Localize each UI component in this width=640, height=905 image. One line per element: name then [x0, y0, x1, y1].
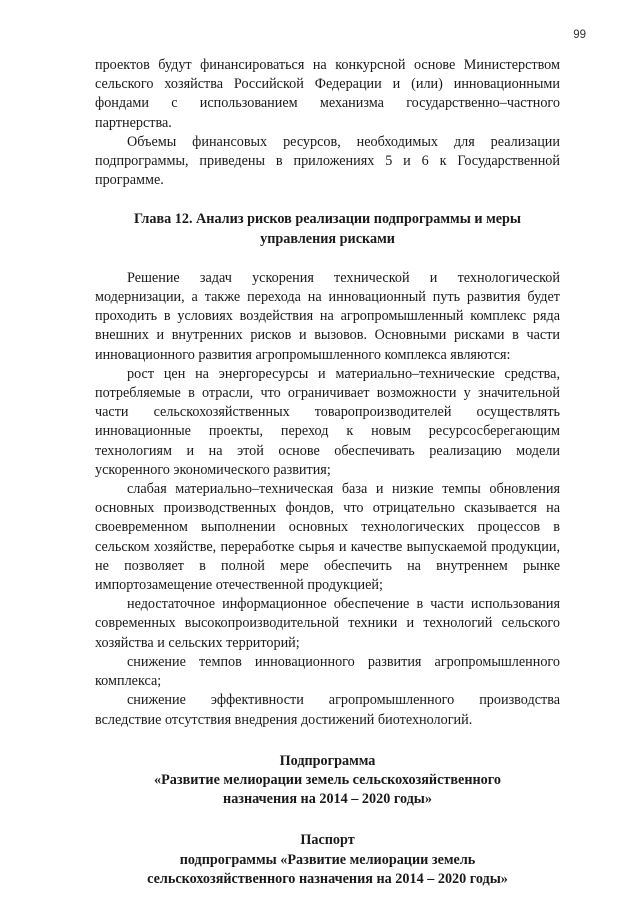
risk-item: недостаточное информационное обеспечение в части использования современных высокопроизводительной техники и технологий сельского хозяйства и сельских территорий;: [95, 596, 560, 651]
risk-item: слабая материально–техническая база и низкие темпы обновления основных производственных фондов, что отрицательно сказывается на своевременном выполнении основных технологических процессов в сельском хозяйстве, переработке сырья и качестве выпускаемой продукции, не позволяет в полной мере обеспечить на внутреннем рынке импортозамещение отечественной продукцией;: [95, 481, 560, 594]
intro-paragraph-2: Объемы финансовых ресурсов, необходимых для реализации подпрограммы, приведены в приложениях 5 и 6 к Государственной программе.: [95, 133, 560, 189]
passport-title: подпрограммы «Развитие мелиорации земель сельскохозяйственного назначения на 2014 – 2020 годы»: [147, 851, 508, 887]
intro-paragraph-1: проектов будут финансироваться на конкурсной основе Министерством сельского хозяйства Российской Федерации и (или) инновационными фондами с использованием механизма государственно–частного партнерства.: [95, 57, 560, 131]
risk-item: снижение темпов инновационного развития агропромышленного комплекса;: [95, 653, 560, 690]
chapter-intro-paragraph: Решение задач ускорения технической и технологической модернизации, а также перехода на инновационный путь развития будет проходить в условиях воздействия на агропромышленный комплекс ряда внешних и внутренних рисков и вызовов. Основными рисками в части инновационного развития агропромышленного комплекса являются:: [95, 269, 560, 363]
document-body: [95, 56, 560, 889]
subprogram-title: «Развитие мелиорации земель сельскохозяйственного назначения на 2014 – 2020 годы»: [154, 771, 501, 808]
chapter-heading: Глава 12. Анализ рисков реализации подпрограммы и меры управления рисками: [133, 211, 521, 247]
passport-label: Паспорт: [300, 832, 355, 849]
page-number: 99: [573, 29, 586, 41]
subprogram-label: Подпрограмма: [279, 752, 376, 769]
risk-item: снижение эффективности агропромышленного производства вследствие отсутствия внедрения достижений биотехнологий.: [95, 692, 560, 728]
risk-item: рост цен на энергоресурсы и материально–технические средства, потребляемые в отрасли, что ограничивает возможности у значительной части сельскохозяйственных товаропроизводителей осуществлять инновационные проекты, переход к новым ресурсосберегающим технологиям и на этой основе обеспечивать реализацию модели ускоренного экономического развития;: [95, 365, 560, 478]
